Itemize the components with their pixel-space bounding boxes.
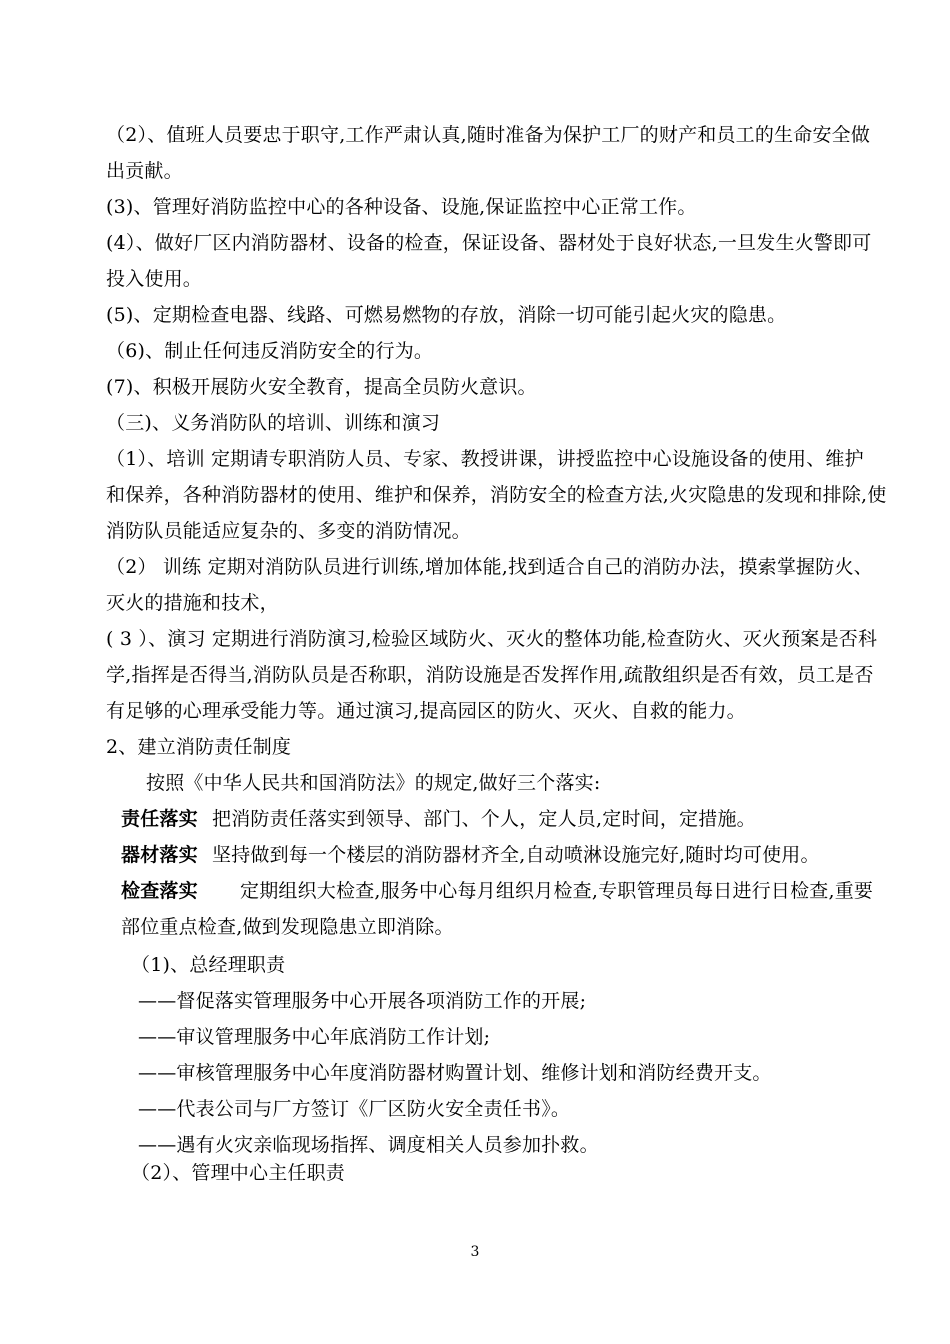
text-line: 有足够的心理承受能力等。通过演习,提高园区的防火、灭火、自救的能力。 [106,700,746,722]
section-heading: 2、建立消防责任制度 [106,736,292,758]
page-number: 3 [470,1244,480,1260]
text-line: （1）、培训 定期请专职消防人员、专家、教授讲课，讲授监控中心设施设备的使用、维护 [106,448,864,470]
duty-text: 定期组织大检查,服务中心每月组织月检查,专职管理员每日进行日检查,重要 [240,880,874,902]
duty-label: 器材落实 [121,844,198,866]
duty-label: 检查落实 [121,880,198,902]
text-line: （2）、值班人员要忠于职守,工作严肃认真,随时准备为保护工厂的财产和员工的生命安全做 [106,124,871,146]
text-line: 投入使用。 [106,268,203,290]
list-item: ——代表公司与厂方签订《厂区防火安全责任书》。 [138,1098,571,1120]
text-line: 消防队员能适应复杂的、多变的消防情况。 [106,520,471,542]
text-line: 灭火的措施和技术， [106,592,279,614]
text-line: 和保养，各种消防器材的使用、维护和保养，消防安全的检查方法,火灾隐患的发现和排除,使 [106,484,887,506]
duty-text: 把消防责任落实到领导、部门、个人，定人员,定时间，定措施。 [212,808,756,830]
section-heading: （三)、义务消防队的培训、训练和演习 [106,412,441,434]
text-line: （2） 训练 定期对消防队员进行训练,增加体能,找到适合自己的消防办法，摸索掌握防火、 [106,556,873,578]
text-line: (7)、积极开展防火安全教育，提高全员防火意识。 [106,376,537,398]
text-line: 按照《中华人民共和国消防法》的规定,做好三个落实: [146,772,601,794]
list-item: ——审核管理服务中心年度消防器材购置计划、维修计划和消防经费开支。 [138,1062,772,1084]
list-item: ——遇有火灾亲临现场指挥、调度相关人员参加扑救。 [138,1134,599,1156]
text-line: (3)、管理好消防监控中心的各种设备、设施,保证监控中心正常工作。 [106,196,697,218]
text-line: (5)、定期检查电器、线路、可燃易燃物的存放，消除一切可能引起火灾的隐患。 [106,304,787,326]
text-line: (4）、做好厂区内消防器材、设备的检查，保证设备、器材处于良好状态,一旦发生火警即可 [106,232,872,254]
text-line: 出贡献。 [106,160,183,182]
duty-text: 坚持做到每一个楼层的消防器材齐全,自动喷淋设施完好,随时均可使用。 [212,844,820,866]
subsection-heading: （2）、管理中心主任职责 [131,1162,345,1184]
text-line: 部位重点检查,做到发现隐患立即消除。 [121,916,454,938]
text-line: 学,指挥是否得当,消防队员是否称职，消防设施是否发挥作用,疏散组织是否有效，员工是否 [106,664,874,686]
duty-label: 责任落实 [121,808,198,830]
list-item: ——督促落实管理服务中心开展各项消防工作的开展; [138,990,587,1012]
text-line: ( 3 ）、演习 定期进行消防演习,检验区域防火、灭火的整体功能,检查防火、灭火预案是否科 [106,628,878,650]
list-item: ——审议管理服务中心年底消防工作计划; [138,1026,491,1048]
subsection-heading: （1)、总经理职责 [131,954,286,976]
text-line: （6)、制止任何违反消防安全的行为。 [106,340,434,362]
